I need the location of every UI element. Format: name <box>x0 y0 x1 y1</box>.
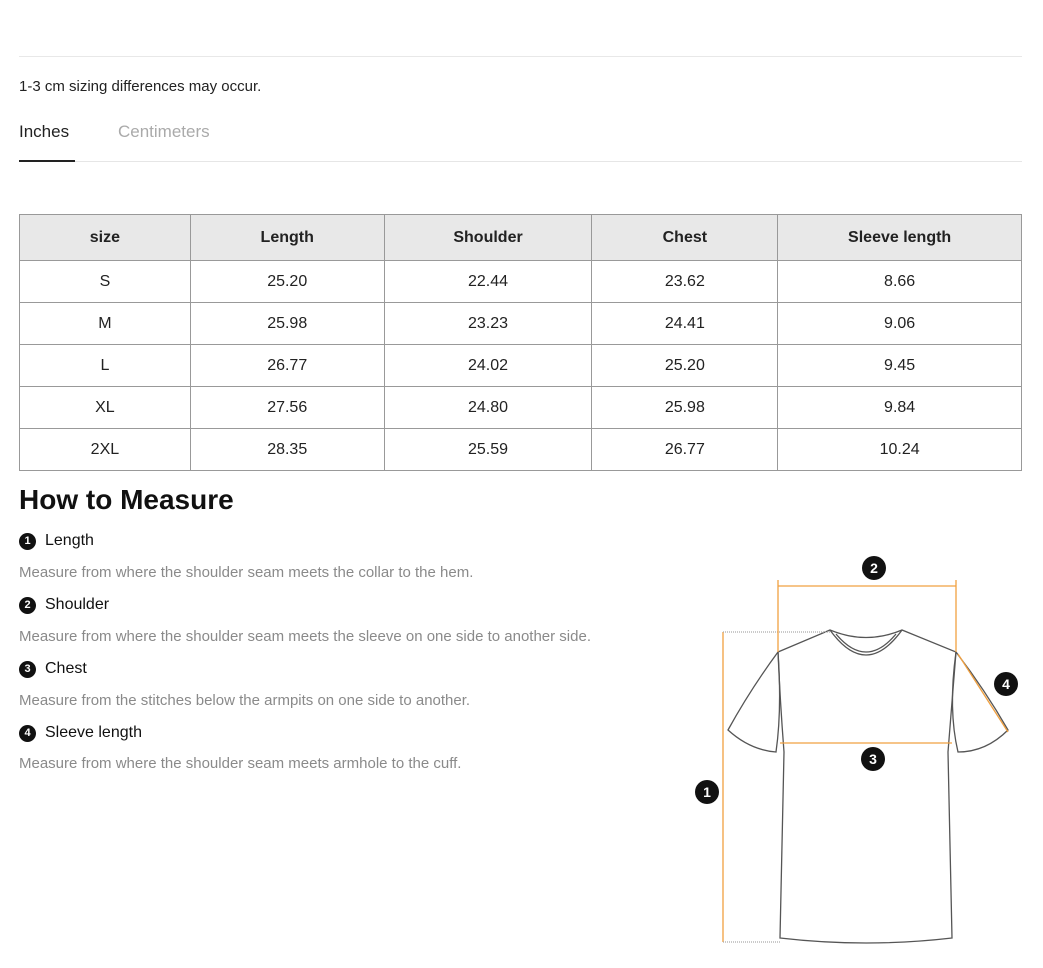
step-description: Measure from where the shoulder seam meets armhole to the cuff. <box>19 755 462 772</box>
svg-text:3: 3 <box>869 751 877 767</box>
step-description: Measure from where the shoulder seam meets the collar to the hem. <box>19 564 474 581</box>
step-label: Length <box>45 532 94 549</box>
cell-sleeve-length: 9.06 <box>778 303 1022 345</box>
table-row <box>20 387 1022 429</box>
cell-shoulder: 25.59 <box>384 429 592 471</box>
step-number-badge: 2 <box>19 597 36 614</box>
step-label: Chest <box>45 660 87 677</box>
header-length: Length <box>190 215 384 261</box>
svg-text:4: 4 <box>1002 676 1010 692</box>
how-to-measure-title: How to Measure <box>19 484 234 515</box>
measurement-badge-2 <box>862 556 886 580</box>
cell-sleeve-length: 9.84 <box>778 387 1022 429</box>
cell-length: 25.20 <box>190 261 384 303</box>
measurement-badge-3 <box>861 747 885 771</box>
step-number-badge: 3 <box>19 661 36 678</box>
unit-tabs <box>19 118 1022 162</box>
cell-shoulder: 24.02 <box>384 345 592 387</box>
header-sleeve-length: Sleeve length <box>778 215 1022 261</box>
cell-size: M <box>20 303 191 345</box>
step-label: Sleeve length <box>45 724 142 741</box>
top-divider <box>19 56 1022 57</box>
cell-size: L <box>20 345 191 387</box>
tshirt-measurement-diagram <box>690 550 1030 950</box>
measure-step-sleeve-length <box>19 724 142 742</box>
step-description: Measure from where the shoulder seam meets the sleeve on one side to another side. <box>19 628 591 645</box>
cell-chest: 23.62 <box>592 261 778 303</box>
header-chest: Chest <box>592 215 778 261</box>
step-description: Measure from the stitches below the armpits on one side to another. <box>19 692 471 709</box>
header-size: size <box>20 215 191 261</box>
table-row <box>20 261 1022 303</box>
step-label: Shoulder <box>45 596 110 613</box>
cell-chest: 24.41 <box>592 303 778 345</box>
cell-shoulder: 23.23 <box>384 303 592 345</box>
cell-length: 28.35 <box>190 429 384 471</box>
cell-shoulder: 24.80 <box>384 387 592 429</box>
svg-text:2: 2 <box>870 560 878 576</box>
cell-length: 25.98 <box>190 303 384 345</box>
measurement-badge-4 <box>994 672 1018 696</box>
table-header-row <box>20 215 1022 261</box>
cell-length: 27.56 <box>190 387 384 429</box>
cell-sleeve-length: 10.24 <box>778 429 1022 471</box>
size-chart-table <box>19 214 1022 471</box>
cell-size: S <box>20 261 191 303</box>
header-shoulder: Shoulder <box>384 215 592 261</box>
tab-inches[interactable]: Inches <box>19 122 70 141</box>
step-number-badge: 1 <box>19 533 36 550</box>
step-number-badge: 4 <box>19 725 36 742</box>
sizing-note: 1-3 cm sizing differences may occur. <box>19 78 262 95</box>
cell-length: 26.77 <box>190 345 384 387</box>
measure-step-shoulder <box>19 596 109 614</box>
measure-step-length <box>19 532 94 550</box>
cell-chest: 25.20 <box>592 345 778 387</box>
tab-centimeters[interactable]: Centimeters <box>118 122 210 141</box>
table-row <box>20 345 1022 387</box>
cell-size: XL <box>20 387 191 429</box>
measurement-badge-1 <box>695 780 719 804</box>
svg-text:1: 1 <box>703 784 711 800</box>
active-tab-indicator <box>19 160 75 162</box>
table-row <box>20 429 1022 471</box>
measure-step-chest <box>19 660 87 678</box>
cell-chest: 26.77 <box>592 429 778 471</box>
cell-shoulder: 22.44 <box>384 261 592 303</box>
tshirt-outline-icon <box>728 630 1008 943</box>
cell-chest: 25.98 <box>592 387 778 429</box>
table-row <box>20 303 1022 345</box>
cell-sleeve-length: 8.66 <box>778 261 1022 303</box>
cell-sleeve-length: 9.45 <box>778 345 1022 387</box>
cell-size: 2XL <box>20 429 191 471</box>
